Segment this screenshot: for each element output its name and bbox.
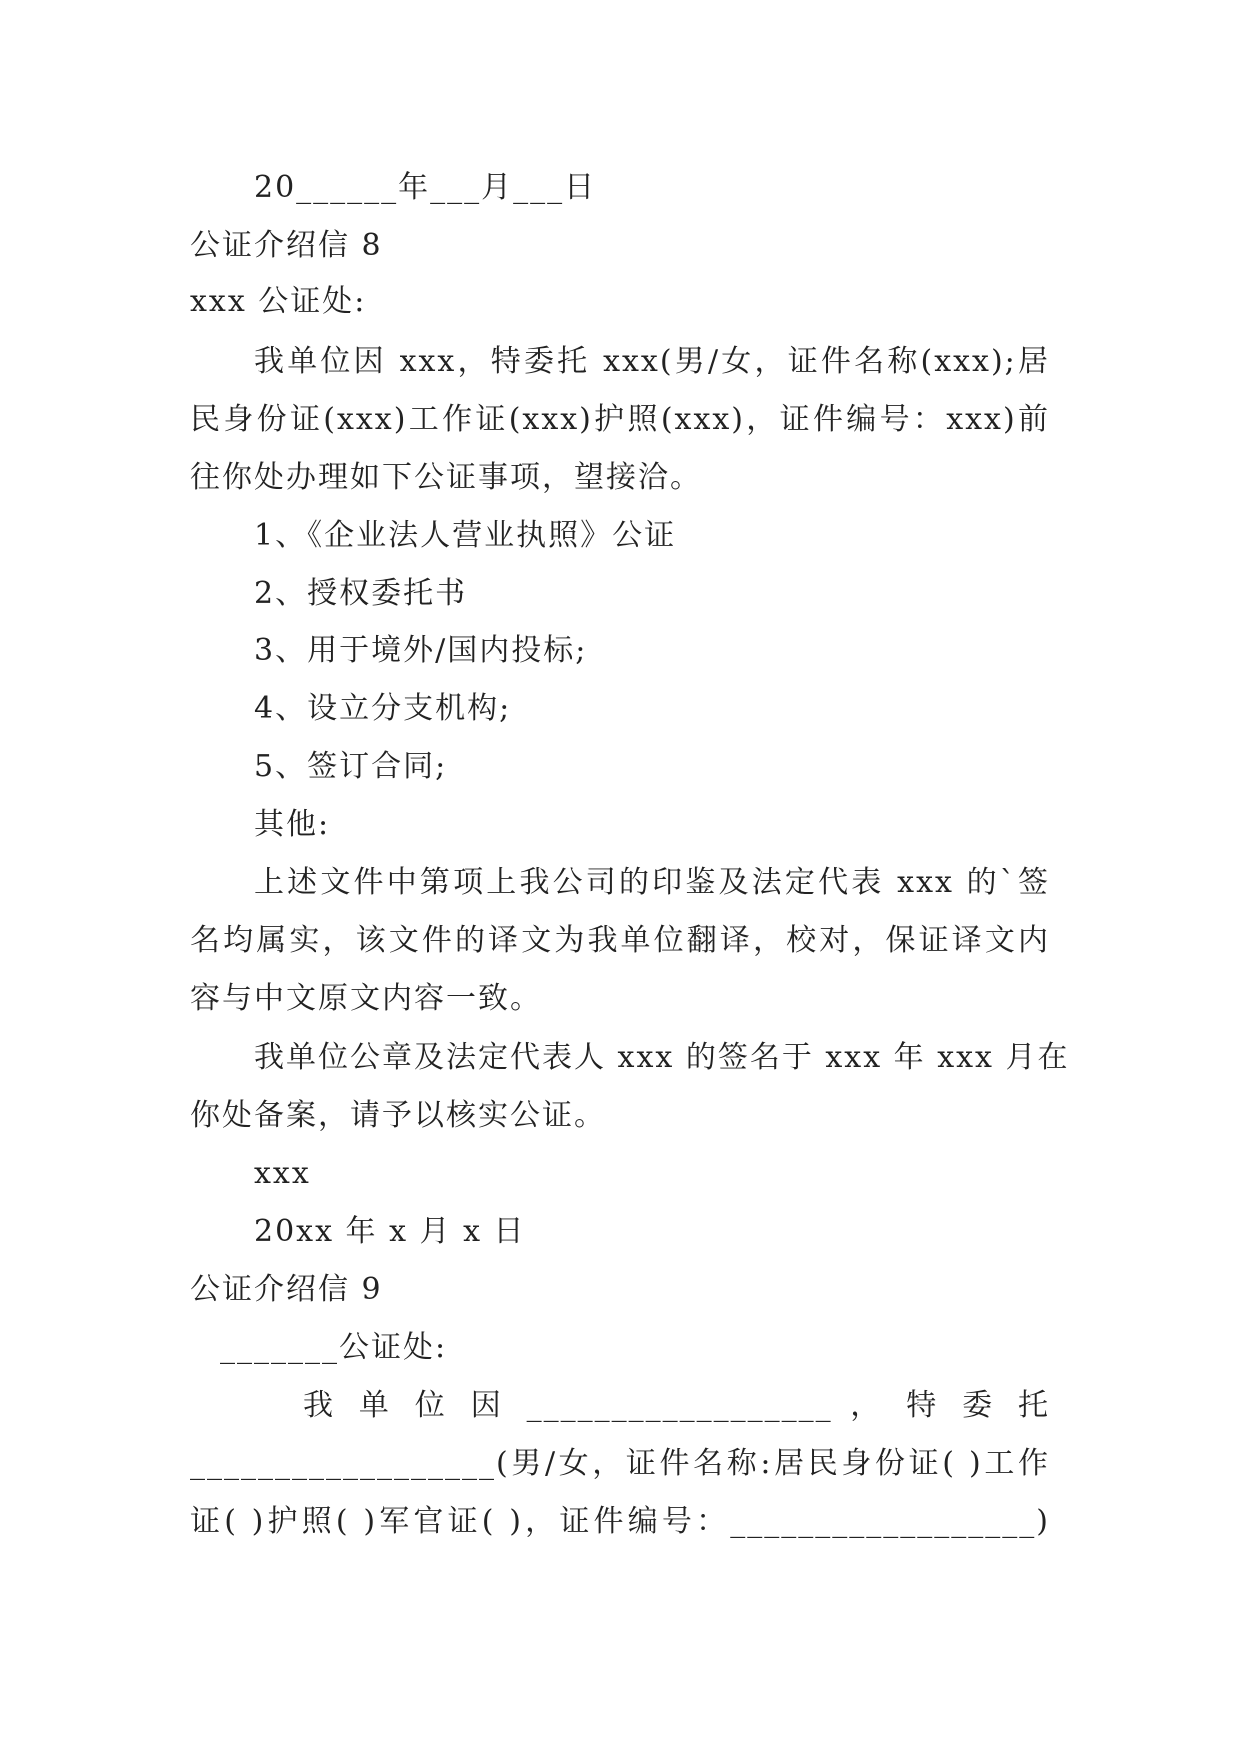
paragraph-line: 往你处办理如下公证事项，望接洽。 xyxy=(190,460,702,495)
paragraph-line: 名均属实，该文件的译文为我单位翻译，校对，保证译文内 xyxy=(190,923,1050,958)
section-title-8: 公证介绍信 8 xyxy=(190,228,383,263)
recipient-line: _______公证处: xyxy=(220,1330,448,1365)
paragraph-line: 你处备案，请予以核实公证。 xyxy=(190,1098,606,1133)
paragraph-line: 我 单 位 因 __________________ ， 特 委 托 xyxy=(303,1388,1050,1423)
paragraph-line: 上述文件中第项上我公司的印鉴及法定代表 xxx 的`签 xyxy=(254,865,1050,900)
recipient-line: xxx 公证处: xyxy=(190,284,367,319)
paragraph-line: 民身份证(xxx)工作证(xxx)护照(xxx)，证件编号：xxx)前 xyxy=(190,402,1050,437)
list-item: 4、设立分支机构; xyxy=(254,691,512,726)
signature-line: xxx xyxy=(254,1156,311,1191)
list-item: 2、授权委托书 xyxy=(254,576,468,611)
paragraph-line: 容与中文原文内容一致。 xyxy=(190,981,542,1016)
list-item: 5、签订合同; xyxy=(254,749,448,784)
date-line: 20______年___月___日 xyxy=(254,170,597,205)
paragraph-line: 证( )护照( )军官证( )，证件编号：__________________) xyxy=(190,1504,1050,1539)
date-line: 20xx 年 x 月 x 日 xyxy=(254,1214,526,1249)
list-item: 其他: xyxy=(254,807,331,842)
list-item: 3、用于境外/国内投标; xyxy=(254,633,588,668)
section-title-9: 公证介绍信 9 xyxy=(190,1272,383,1307)
paragraph-line: __________________(男/女，证件名称:居民身份证( )工作 xyxy=(190,1446,1050,1481)
paragraph-line: 我单位因 xxx，特委托 xxx(男/女，证件名称(xxx);居 xyxy=(254,344,1050,379)
list-item: 1、《企业法人营业执照》公证 xyxy=(254,518,677,553)
paragraph-line: 我单位公章及法定代表人 xxx 的签名于 xxx 年 xxx 月在 xyxy=(254,1040,1070,1075)
